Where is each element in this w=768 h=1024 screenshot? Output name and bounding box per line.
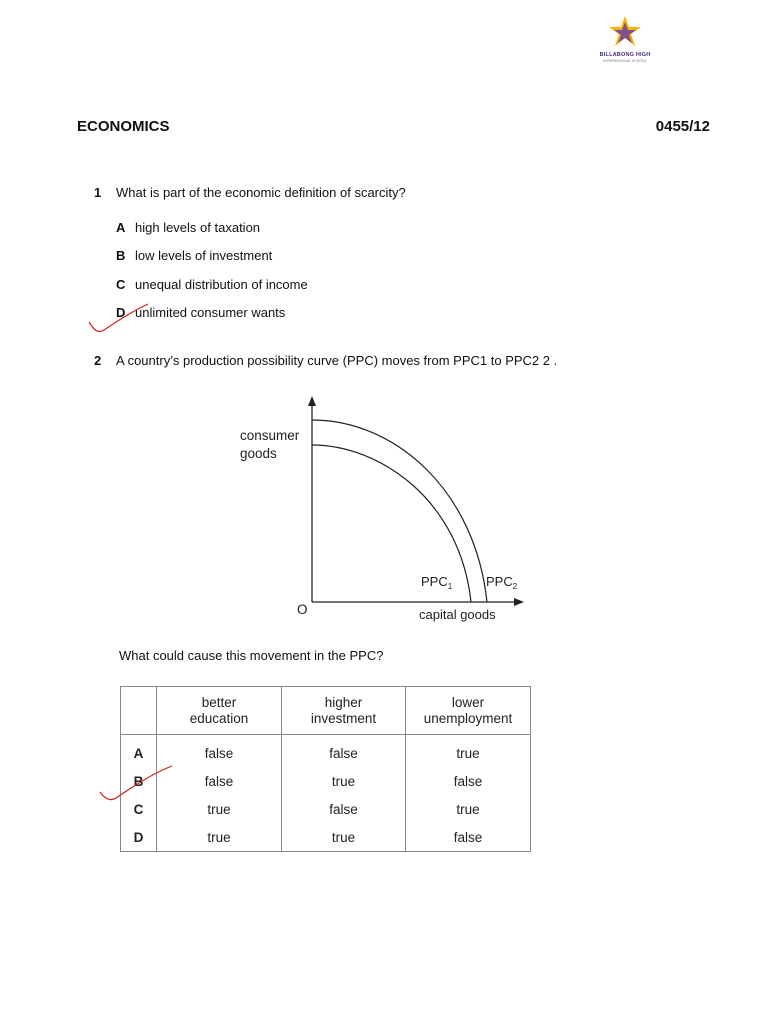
table-cell: true bbox=[406, 795, 531, 823]
option-letter: A bbox=[116, 220, 126, 235]
option-text: high levels of taxation bbox=[135, 220, 261, 235]
logo-subtext: INTERNATIONAL SCHOOL bbox=[603, 59, 647, 63]
q1-option-c bbox=[116, 277, 308, 292]
table-row bbox=[121, 823, 531, 852]
option-letter: B bbox=[116, 248, 126, 263]
row-label: C bbox=[121, 795, 157, 823]
header-line: education bbox=[189, 710, 249, 726]
ppc2-label bbox=[486, 574, 518, 591]
subject-title: ECONOMICS bbox=[77, 118, 170, 135]
table-cell: true bbox=[282, 823, 406, 852]
origin-label: O bbox=[297, 602, 308, 617]
table-cell: false bbox=[157, 739, 282, 767]
table-corner-cell bbox=[121, 687, 157, 735]
ppc2-label-text: PPC bbox=[486, 574, 513, 589]
answer-tick-mark-q2 bbox=[96, 764, 176, 804]
paper-code: 0455/12 bbox=[655, 118, 710, 135]
answer-table bbox=[120, 686, 531, 852]
y-axis-arrow-icon bbox=[308, 396, 316, 406]
header-line: unemployment bbox=[423, 710, 513, 726]
option-text: unequal distribution of income bbox=[135, 277, 308, 292]
ppc2-label-sub: 2 bbox=[512, 582, 518, 591]
header-line: better bbox=[201, 694, 237, 710]
option-letter: D bbox=[116, 305, 126, 320]
row-label: A bbox=[121, 739, 157, 767]
star-logo-icon bbox=[598, 14, 652, 52]
table-cell: false bbox=[406, 767, 531, 795]
ppc-diagram bbox=[230, 390, 530, 630]
header-line: lower bbox=[451, 694, 485, 710]
row-label: B bbox=[121, 767, 157, 795]
header-lower-unemployment bbox=[406, 687, 531, 735]
school-logo bbox=[598, 14, 652, 66]
q1-option-a bbox=[116, 220, 260, 235]
header-higher-investment bbox=[282, 687, 406, 735]
option-text: unlimited consumer wants bbox=[135, 305, 286, 320]
y-axis-label-line1: consumer bbox=[240, 428, 300, 443]
table-cell: false bbox=[157, 767, 282, 795]
header-line: investment bbox=[310, 710, 377, 726]
ppc1-label bbox=[421, 574, 453, 591]
table-cell: false bbox=[282, 739, 406, 767]
question-2-number: 2 bbox=[94, 353, 102, 368]
logo-text: BILLABONG HIGH bbox=[599, 52, 651, 58]
table-cell: true bbox=[157, 795, 282, 823]
y-axis-label-line2: goods bbox=[240, 446, 277, 461]
question-1-text: What is part of the economic definition of scarcity? bbox=[116, 185, 406, 200]
table-cell: true bbox=[282, 767, 406, 795]
answer-tick-mark-q1 bbox=[86, 300, 156, 336]
question-2-text: A country’s production possibility curve (PPC) moves from PPC1 to PPC2 2 . bbox=[116, 353, 558, 368]
table-cell: true bbox=[157, 823, 282, 852]
x-axis-arrow-icon bbox=[514, 598, 524, 606]
header-line: higher bbox=[324, 694, 363, 710]
table-cell: true bbox=[406, 739, 531, 767]
table-row bbox=[121, 739, 531, 767]
table-row bbox=[121, 767, 531, 795]
table-row bbox=[121, 795, 531, 823]
row-label: D bbox=[121, 823, 157, 852]
q1-option-b bbox=[116, 248, 272, 263]
ppc1-label-sub: 1 bbox=[447, 582, 453, 591]
option-letter: C bbox=[116, 277, 126, 292]
question-2-prompt: What could cause this movement in the PPC? bbox=[119, 648, 384, 663]
option-text: low levels of investment bbox=[135, 248, 273, 263]
table-cell: false bbox=[406, 823, 531, 852]
ppc1-label-text: PPC bbox=[421, 574, 448, 589]
x-axis-label: capital goods bbox=[419, 607, 496, 622]
question-1-number: 1 bbox=[94, 185, 102, 200]
header-better-education bbox=[157, 687, 282, 735]
table-cell: false bbox=[282, 795, 406, 823]
